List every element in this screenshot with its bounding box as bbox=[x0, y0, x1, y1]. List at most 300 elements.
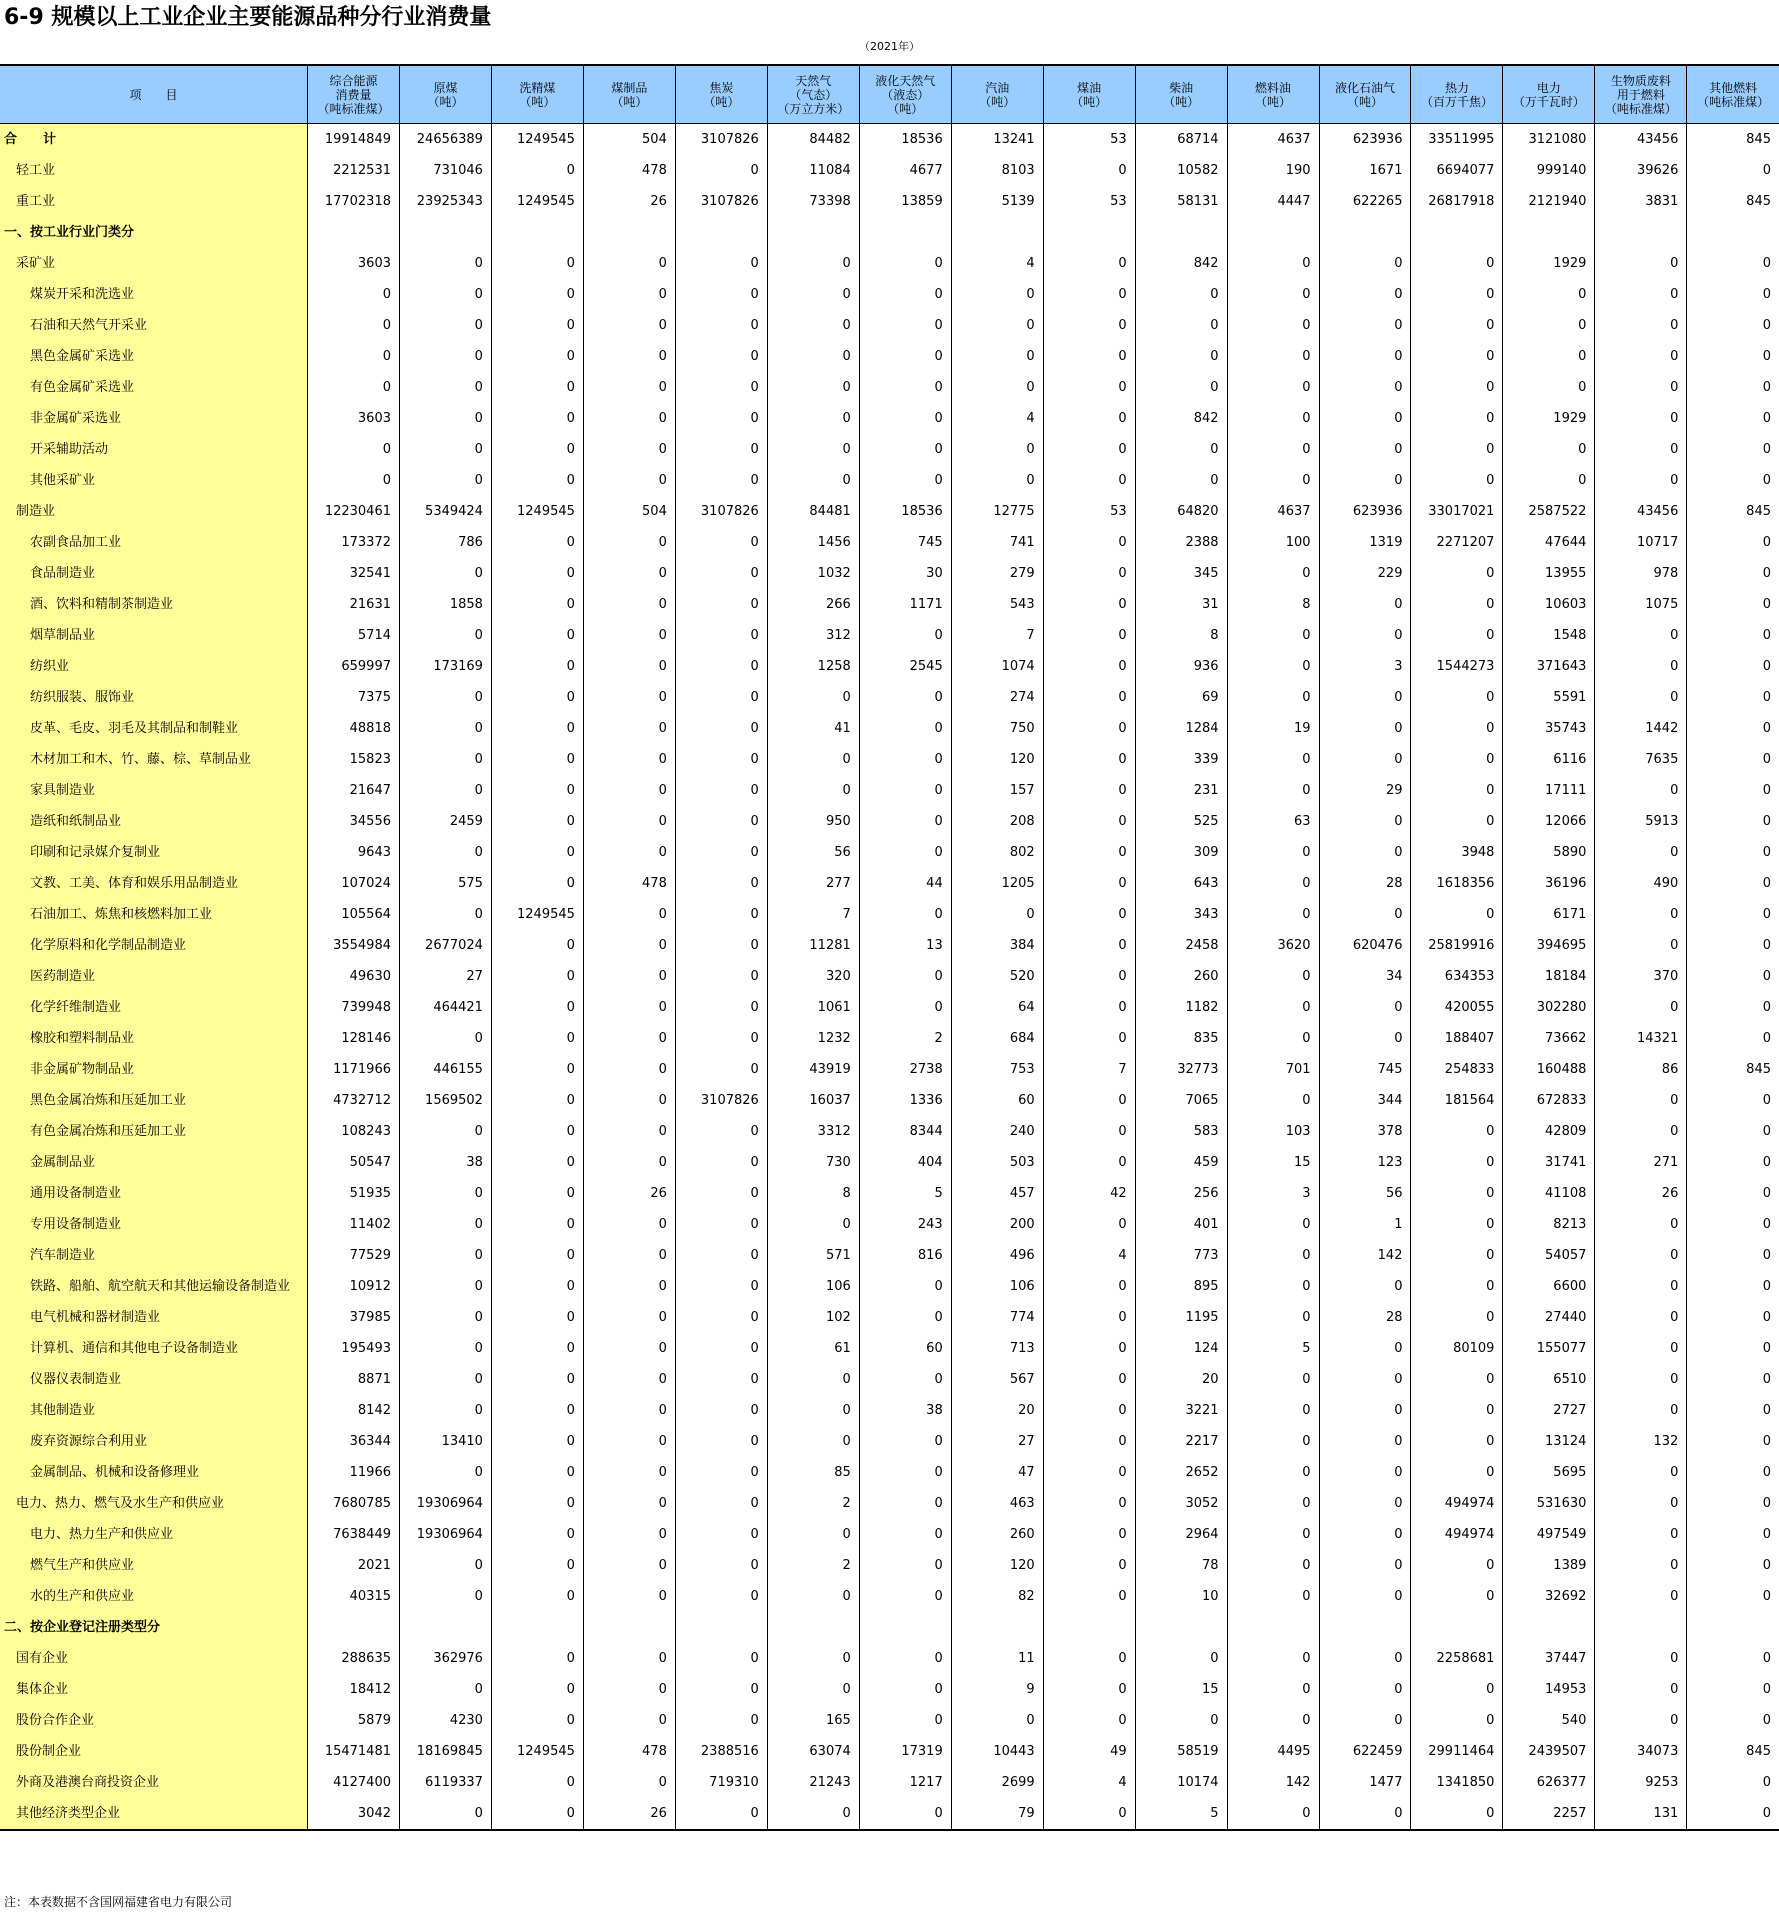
table-cell: 25819916 bbox=[1411, 930, 1503, 961]
table-cell: 0 bbox=[491, 310, 583, 341]
table-cell: 0 bbox=[583, 899, 675, 930]
table-cell: 0 bbox=[1595, 992, 1687, 1023]
table-cell: 0 bbox=[1043, 1643, 1135, 1674]
table-cell: 1249545 bbox=[491, 899, 583, 930]
table-cell: 0 bbox=[583, 558, 675, 589]
table-cell: 2021 bbox=[308, 1550, 400, 1581]
table-cell: 0 bbox=[583, 1302, 675, 1333]
table-cell: 77529 bbox=[308, 1240, 400, 1271]
table-cell: 37985 bbox=[308, 1302, 400, 1333]
table-cell: 0 bbox=[1595, 1705, 1687, 1736]
table-row bbox=[0, 527, 1779, 558]
table-cell: 61 bbox=[767, 1333, 859, 1364]
table-cell: 0 bbox=[1595, 1085, 1687, 1116]
table-cell: 0 bbox=[1687, 279, 1779, 310]
table-cell: 478 bbox=[583, 1736, 675, 1767]
table-row bbox=[0, 1147, 1779, 1178]
table-cell bbox=[1595, 217, 1687, 248]
table-cell: 0 bbox=[1687, 1178, 1779, 1209]
table-cell: 0 bbox=[400, 744, 492, 775]
column-header: 项 目 bbox=[0, 65, 308, 124]
table-cell: 0 bbox=[583, 1767, 675, 1798]
table-cell: 231 bbox=[1135, 775, 1227, 806]
table-cell: 0 bbox=[583, 1395, 675, 1426]
table-cell: 842 bbox=[1135, 403, 1227, 434]
table-cell: 504 bbox=[583, 496, 675, 527]
table-cell: 0 bbox=[1595, 899, 1687, 930]
table-cell: 0 bbox=[675, 248, 767, 279]
table-cell: 31 bbox=[1135, 589, 1227, 620]
table-cell: 0 bbox=[1319, 713, 1411, 744]
table-cell: 34556 bbox=[308, 806, 400, 837]
table-cell: 7 bbox=[1043, 1054, 1135, 1085]
row-label: 电力、热力生产和供应业 bbox=[0, 1519, 308, 1550]
table-cell: 0 bbox=[1687, 341, 1779, 372]
table-cell: 29911464 bbox=[1411, 1736, 1503, 1767]
table-cell: 0 bbox=[859, 682, 951, 713]
table-cell: 103 bbox=[1227, 1116, 1319, 1147]
table-cell: 0 bbox=[1043, 279, 1135, 310]
table-cell: 0 bbox=[491, 1023, 583, 1054]
table-cell: 0 bbox=[767, 279, 859, 310]
table-cell: 26 bbox=[1595, 1178, 1687, 1209]
table-cell: 0 bbox=[675, 589, 767, 620]
table-cell: 404 bbox=[859, 1147, 951, 1178]
table-cell: 0 bbox=[491, 1488, 583, 1519]
table-cell: 0 bbox=[675, 1519, 767, 1550]
table-cell: 6116 bbox=[1503, 744, 1595, 775]
table-cell: 684 bbox=[951, 1023, 1043, 1054]
table-cell: 17702318 bbox=[308, 186, 400, 217]
table-cell: 1074 bbox=[951, 651, 1043, 682]
table-cell: 0 bbox=[1595, 1519, 1687, 1550]
table-cell bbox=[491, 1612, 583, 1643]
table-cell: 320 bbox=[767, 961, 859, 992]
table-cell: 773 bbox=[1135, 1240, 1227, 1271]
table-row bbox=[0, 1085, 1779, 1116]
column-header: 煤油 （吨） bbox=[1043, 65, 1135, 124]
table-cell: 0 bbox=[491, 527, 583, 558]
table-cell: 0 bbox=[767, 1643, 859, 1674]
table-cell: 3 bbox=[1319, 651, 1411, 682]
table-cell: 0 bbox=[859, 1581, 951, 1612]
table-cell: 731046 bbox=[400, 155, 492, 186]
table-cell: 4127400 bbox=[308, 1767, 400, 1798]
table-cell: 0 bbox=[1687, 1581, 1779, 1612]
table-cell: 0 bbox=[951, 899, 1043, 930]
table-cell: 0 bbox=[400, 1395, 492, 1426]
table-cell: 520 bbox=[951, 961, 1043, 992]
table-cell: 0 bbox=[491, 682, 583, 713]
table-cell: 0 bbox=[400, 1798, 492, 1830]
table-cell: 0 bbox=[1319, 1457, 1411, 1488]
table-cell: 0 bbox=[1227, 403, 1319, 434]
table-cell: 1171966 bbox=[308, 1054, 400, 1085]
table-cell: 0 bbox=[951, 1705, 1043, 1736]
table-cell: 0 bbox=[1043, 1023, 1135, 1054]
table-cell: 0 bbox=[1043, 930, 1135, 961]
table-cell: 1456 bbox=[767, 527, 859, 558]
energy-consumption-table bbox=[0, 64, 1779, 1831]
table-cell: 107024 bbox=[308, 868, 400, 899]
table-cell: 0 bbox=[1687, 806, 1779, 837]
table-cell: 0 bbox=[675, 744, 767, 775]
table-cell: 0 bbox=[1227, 1457, 1319, 1488]
table-cell: 0 bbox=[1411, 403, 1503, 434]
row-label: 有色金属矿采选业 bbox=[0, 372, 308, 403]
table-cell: 0 bbox=[859, 806, 951, 837]
table-cell: 243 bbox=[859, 1209, 951, 1240]
table-cell: 312 bbox=[767, 620, 859, 651]
row-label: 仪器仪表制造业 bbox=[0, 1364, 308, 1395]
table-cell: 108243 bbox=[308, 1116, 400, 1147]
table-cell bbox=[951, 217, 1043, 248]
table-cell: 309 bbox=[1135, 837, 1227, 868]
table-cell: 0 bbox=[400, 899, 492, 930]
table-cell: 0 bbox=[1319, 899, 1411, 930]
table-cell: 0 bbox=[1595, 837, 1687, 868]
table-cell: 0 bbox=[859, 248, 951, 279]
table-cell: 188407 bbox=[1411, 1023, 1503, 1054]
table-cell: 0 bbox=[400, 341, 492, 372]
table-cell: 446155 bbox=[400, 1054, 492, 1085]
table-cell bbox=[1595, 1612, 1687, 1643]
table-cell: 0 bbox=[1595, 1302, 1687, 1333]
table-cell: 38 bbox=[859, 1395, 951, 1426]
table-cell: 730 bbox=[767, 1147, 859, 1178]
row-label: 烟草制品业 bbox=[0, 620, 308, 651]
table-cell: 6171 bbox=[1503, 899, 1595, 930]
table-row bbox=[0, 496, 1779, 527]
table-row bbox=[0, 1612, 1779, 1643]
table-cell bbox=[583, 1612, 675, 1643]
table-cell: 0 bbox=[675, 1364, 767, 1395]
table-cell: 4677 bbox=[859, 155, 951, 186]
table-cell: 58131 bbox=[1135, 186, 1227, 217]
table-cell: 56 bbox=[767, 837, 859, 868]
table-cell: 0 bbox=[859, 1519, 951, 1550]
table-cell: 0 bbox=[951, 341, 1043, 372]
table-cell: 0 bbox=[859, 744, 951, 775]
table-cell: 0 bbox=[491, 279, 583, 310]
table-cell: 2212531 bbox=[308, 155, 400, 186]
table-cell: 120 bbox=[951, 744, 1043, 775]
table-cell: 816 bbox=[859, 1240, 951, 1271]
table-cell bbox=[859, 217, 951, 248]
table-cell: 18412 bbox=[308, 1674, 400, 1705]
row-label: 橡胶和塑料制品业 bbox=[0, 1023, 308, 1054]
table-cell: 2271207 bbox=[1411, 527, 1503, 558]
table-cell: 19914849 bbox=[308, 124, 400, 156]
table-cell: 0 bbox=[1227, 1085, 1319, 1116]
table-cell: 0 bbox=[1135, 1705, 1227, 1736]
table-cell: 271 bbox=[1595, 1147, 1687, 1178]
table-cell: 229 bbox=[1319, 558, 1411, 589]
table-row bbox=[0, 837, 1779, 868]
table-cell: 1249545 bbox=[491, 496, 583, 527]
column-header: 汽油 （吨） bbox=[951, 65, 1043, 124]
table-cell: 496 bbox=[951, 1240, 1043, 1271]
row-label: 农副食品加工业 bbox=[0, 527, 308, 558]
table-cell: 0 bbox=[1595, 1581, 1687, 1612]
table-cell: 0 bbox=[1687, 620, 1779, 651]
table-cell: 0 bbox=[491, 558, 583, 589]
table-cell: 0 bbox=[859, 961, 951, 992]
table-cell: 0 bbox=[308, 310, 400, 341]
table-cell: 0 bbox=[1687, 899, 1779, 930]
table-cell: 0 bbox=[951, 310, 1043, 341]
table-cell: 0 bbox=[491, 1767, 583, 1798]
table-cell: 0 bbox=[400, 1023, 492, 1054]
table-cell: 0 bbox=[1043, 434, 1135, 465]
table-cell: 0 bbox=[1687, 1147, 1779, 1178]
table-cell: 0 bbox=[1687, 1519, 1779, 1550]
table-cell: 10912 bbox=[308, 1271, 400, 1302]
table-cell: 0 bbox=[1319, 1023, 1411, 1054]
table-cell: 0 bbox=[1043, 837, 1135, 868]
table-cell: 0 bbox=[491, 372, 583, 403]
table-cell: 0 bbox=[1135, 310, 1227, 341]
page-title: 6-9 规模以上工业企业主要能源品种分行业消费量 bbox=[4, 5, 492, 30]
table-cell: 0 bbox=[1687, 1798, 1779, 1830]
table-cell: 0 bbox=[859, 465, 951, 496]
table-cell: 0 bbox=[491, 1643, 583, 1674]
table-cell: 79 bbox=[951, 1798, 1043, 1830]
table-cell: 620476 bbox=[1319, 930, 1411, 961]
row-label: 开采辅助活动 bbox=[0, 434, 308, 465]
row-label: 燃气生产和供应业 bbox=[0, 1550, 308, 1581]
table-cell: 0 bbox=[1043, 961, 1135, 992]
table-cell: 123 bbox=[1319, 1147, 1411, 1178]
table-cell: 0 bbox=[400, 248, 492, 279]
table-cell: 5591 bbox=[1503, 682, 1595, 713]
table-cell: 0 bbox=[491, 1178, 583, 1209]
table-cell: 0 bbox=[767, 310, 859, 341]
table-cell: 0 bbox=[583, 1643, 675, 1674]
table-cell: 0 bbox=[583, 372, 675, 403]
table-cell: 1858 bbox=[400, 589, 492, 620]
table-cell: 41108 bbox=[1503, 1178, 1595, 1209]
table-cell: 11 bbox=[951, 1643, 1043, 1674]
column-header: 生物质废料 用于燃料 （吨标准煤） bbox=[1595, 65, 1687, 124]
table-cell: 86 bbox=[1595, 1054, 1687, 1085]
table-cell: 0 bbox=[308, 465, 400, 496]
table-cell: 33017021 bbox=[1411, 496, 1503, 527]
table-cell: 0 bbox=[1687, 589, 1779, 620]
table-cell: 132 bbox=[1595, 1426, 1687, 1457]
table-cell: 2258681 bbox=[1411, 1643, 1503, 1674]
table-cell: 0 bbox=[859, 899, 951, 930]
header-row bbox=[0, 65, 1779, 124]
table-cell bbox=[400, 217, 492, 248]
table-cell: 73398 bbox=[767, 186, 859, 217]
table-row bbox=[0, 992, 1779, 1023]
table-cell: 0 bbox=[491, 1271, 583, 1302]
table-cell: 21243 bbox=[767, 1767, 859, 1798]
table-cell: 0 bbox=[1687, 1271, 1779, 1302]
table-cell: 0 bbox=[400, 1116, 492, 1147]
table-row bbox=[0, 1178, 1779, 1209]
table-cell: 0 bbox=[1687, 1364, 1779, 1395]
table-cell: 0 bbox=[859, 403, 951, 434]
table-cell: 26 bbox=[583, 186, 675, 217]
table-cell: 622265 bbox=[1319, 186, 1411, 217]
table-cell: 0 bbox=[491, 930, 583, 961]
column-header: 热力 （百万千焦） bbox=[1411, 65, 1503, 124]
table-cell: 277 bbox=[767, 868, 859, 899]
table-cell: 5695 bbox=[1503, 1457, 1595, 1488]
column-header: 液化石油气 （吨） bbox=[1319, 65, 1411, 124]
table-cell: 0 bbox=[400, 279, 492, 310]
table-cell: 0 bbox=[308, 341, 400, 372]
table-cell: 23925343 bbox=[400, 186, 492, 217]
table-cell: 8103 bbox=[951, 155, 1043, 186]
table-cell: 288635 bbox=[308, 1643, 400, 1674]
table-cell: 0 bbox=[1503, 434, 1595, 465]
table-cell: 5 bbox=[859, 1178, 951, 1209]
table-cell: 394695 bbox=[1503, 930, 1595, 961]
table-cell: 0 bbox=[1595, 1333, 1687, 1364]
table-cell: 0 bbox=[1411, 713, 1503, 744]
table-cell: 0 bbox=[675, 1457, 767, 1488]
table-cell: 0 bbox=[1503, 465, 1595, 496]
table-cell: 13 bbox=[859, 930, 951, 961]
table-cell: 0 bbox=[767, 434, 859, 465]
row-label: 通用设备制造业 bbox=[0, 1178, 308, 1209]
table-row bbox=[0, 930, 1779, 961]
table-cell: 2439507 bbox=[1503, 1736, 1595, 1767]
table-cell: 0 bbox=[1687, 1550, 1779, 1581]
table-cell: 16037 bbox=[767, 1085, 859, 1116]
table-cell: 0 bbox=[1411, 589, 1503, 620]
table-cell: 0 bbox=[1595, 341, 1687, 372]
table-cell: 0 bbox=[1227, 341, 1319, 372]
table-cell: 0 bbox=[1687, 930, 1779, 961]
table-row bbox=[0, 1519, 1779, 1550]
table-cell: 845 bbox=[1687, 124, 1779, 156]
table-cell: 2 bbox=[859, 1023, 951, 1054]
table-cell: 457 bbox=[951, 1178, 1043, 1209]
table-cell: 0 bbox=[767, 372, 859, 403]
table-cell bbox=[400, 1612, 492, 1643]
table-cell: 343 bbox=[1135, 899, 1227, 930]
table-cell: 0 bbox=[1319, 310, 1411, 341]
table-cell: 36196 bbox=[1503, 868, 1595, 899]
table-cell: 0 bbox=[491, 1581, 583, 1612]
table-cell: 0 bbox=[400, 1364, 492, 1395]
table-cell: 0 bbox=[1411, 806, 1503, 837]
table-cell: 0 bbox=[308, 434, 400, 465]
table-cell: 68714 bbox=[1135, 124, 1227, 156]
table-cell: 0 bbox=[1687, 558, 1779, 589]
table-cell: 0 bbox=[1411, 1240, 1503, 1271]
table-cell bbox=[1135, 1612, 1227, 1643]
table-cell: 0 bbox=[1319, 1426, 1411, 1457]
table-cell: 0 bbox=[1595, 620, 1687, 651]
table-cell: 0 bbox=[400, 1178, 492, 1209]
table-cell: 503 bbox=[951, 1147, 1043, 1178]
table-cell: 0 bbox=[583, 1488, 675, 1519]
table-cell: 60 bbox=[951, 1085, 1043, 1116]
table-cell: 266 bbox=[767, 589, 859, 620]
table-cell: 384 bbox=[951, 930, 1043, 961]
table-cell: 13124 bbox=[1503, 1426, 1595, 1457]
table-cell: 105564 bbox=[308, 899, 400, 930]
table-cell: 478 bbox=[583, 155, 675, 186]
table-cell: 0 bbox=[491, 403, 583, 434]
table-cell: 786 bbox=[400, 527, 492, 558]
table-cell: 0 bbox=[1043, 775, 1135, 806]
table-cell: 11402 bbox=[308, 1209, 400, 1240]
table-cell: 13955 bbox=[1503, 558, 1595, 589]
table-cell: 7 bbox=[951, 620, 1043, 651]
table-cell: 0 bbox=[675, 1674, 767, 1705]
table-cell: 0 bbox=[491, 868, 583, 899]
table-cell: 7065 bbox=[1135, 1085, 1227, 1116]
table-cell: 78 bbox=[1135, 1550, 1227, 1581]
table-cell: 0 bbox=[1227, 620, 1319, 651]
table-cell: 10603 bbox=[1503, 589, 1595, 620]
table-cell bbox=[1503, 1612, 1595, 1643]
table-cell: 1217 bbox=[859, 1767, 951, 1798]
table-cell: 0 bbox=[1227, 1798, 1319, 1830]
table-cell: 0 bbox=[491, 1209, 583, 1240]
row-label: 废弃资源综合利用业 bbox=[0, 1426, 308, 1457]
table-cell: 0 bbox=[583, 279, 675, 310]
table-cell: 0 bbox=[583, 930, 675, 961]
table-cell: 0 bbox=[1319, 403, 1411, 434]
table-cell: 0 bbox=[1319, 992, 1411, 1023]
table-cell: 0 bbox=[951, 279, 1043, 310]
table-cell: 835 bbox=[1135, 1023, 1227, 1054]
table-cell: 0 bbox=[491, 806, 583, 837]
table-cell: 0 bbox=[1135, 372, 1227, 403]
table-row bbox=[0, 217, 1779, 248]
table-cell: 0 bbox=[1687, 1302, 1779, 1333]
table-cell: 42809 bbox=[1503, 1116, 1595, 1147]
table-row bbox=[0, 1116, 1779, 1147]
table-cell: 0 bbox=[1411, 1271, 1503, 1302]
table-cell: 56 bbox=[1319, 1178, 1411, 1209]
table-cell: 0 bbox=[1043, 682, 1135, 713]
table-cell: 0 bbox=[675, 682, 767, 713]
table-cell: 2121940 bbox=[1503, 186, 1595, 217]
table-cell: 2459 bbox=[400, 806, 492, 837]
table-cell: 0 bbox=[1319, 1581, 1411, 1612]
table-cell bbox=[859, 1612, 951, 1643]
table-cell: 0 bbox=[675, 713, 767, 744]
table-cell: 0 bbox=[1135, 1643, 1227, 1674]
table-row bbox=[0, 744, 1779, 775]
table-cell: 12775 bbox=[951, 496, 1043, 527]
table-cell bbox=[1227, 217, 1319, 248]
table-cell: 4447 bbox=[1227, 186, 1319, 217]
table-cell: 0 bbox=[675, 1705, 767, 1736]
row-label: 木材加工和木、竹、藤、棕、草制品业 bbox=[0, 744, 308, 775]
row-label: 水的生产和供应业 bbox=[0, 1581, 308, 1612]
table-cell: 0 bbox=[1595, 1364, 1687, 1395]
table-cell: 1618356 bbox=[1411, 868, 1503, 899]
table-cell: 0 bbox=[1227, 1550, 1319, 1581]
table-cell: 12066 bbox=[1503, 806, 1595, 837]
table-cell: 43456 bbox=[1595, 496, 1687, 527]
table-cell: 0 bbox=[400, 620, 492, 651]
table-cell: 845 bbox=[1687, 1736, 1779, 1767]
table-cell: 0 bbox=[1043, 341, 1135, 372]
table-cell: 464421 bbox=[400, 992, 492, 1023]
table-cell: 0 bbox=[583, 1519, 675, 1550]
table-cell: 0 bbox=[675, 1054, 767, 1085]
